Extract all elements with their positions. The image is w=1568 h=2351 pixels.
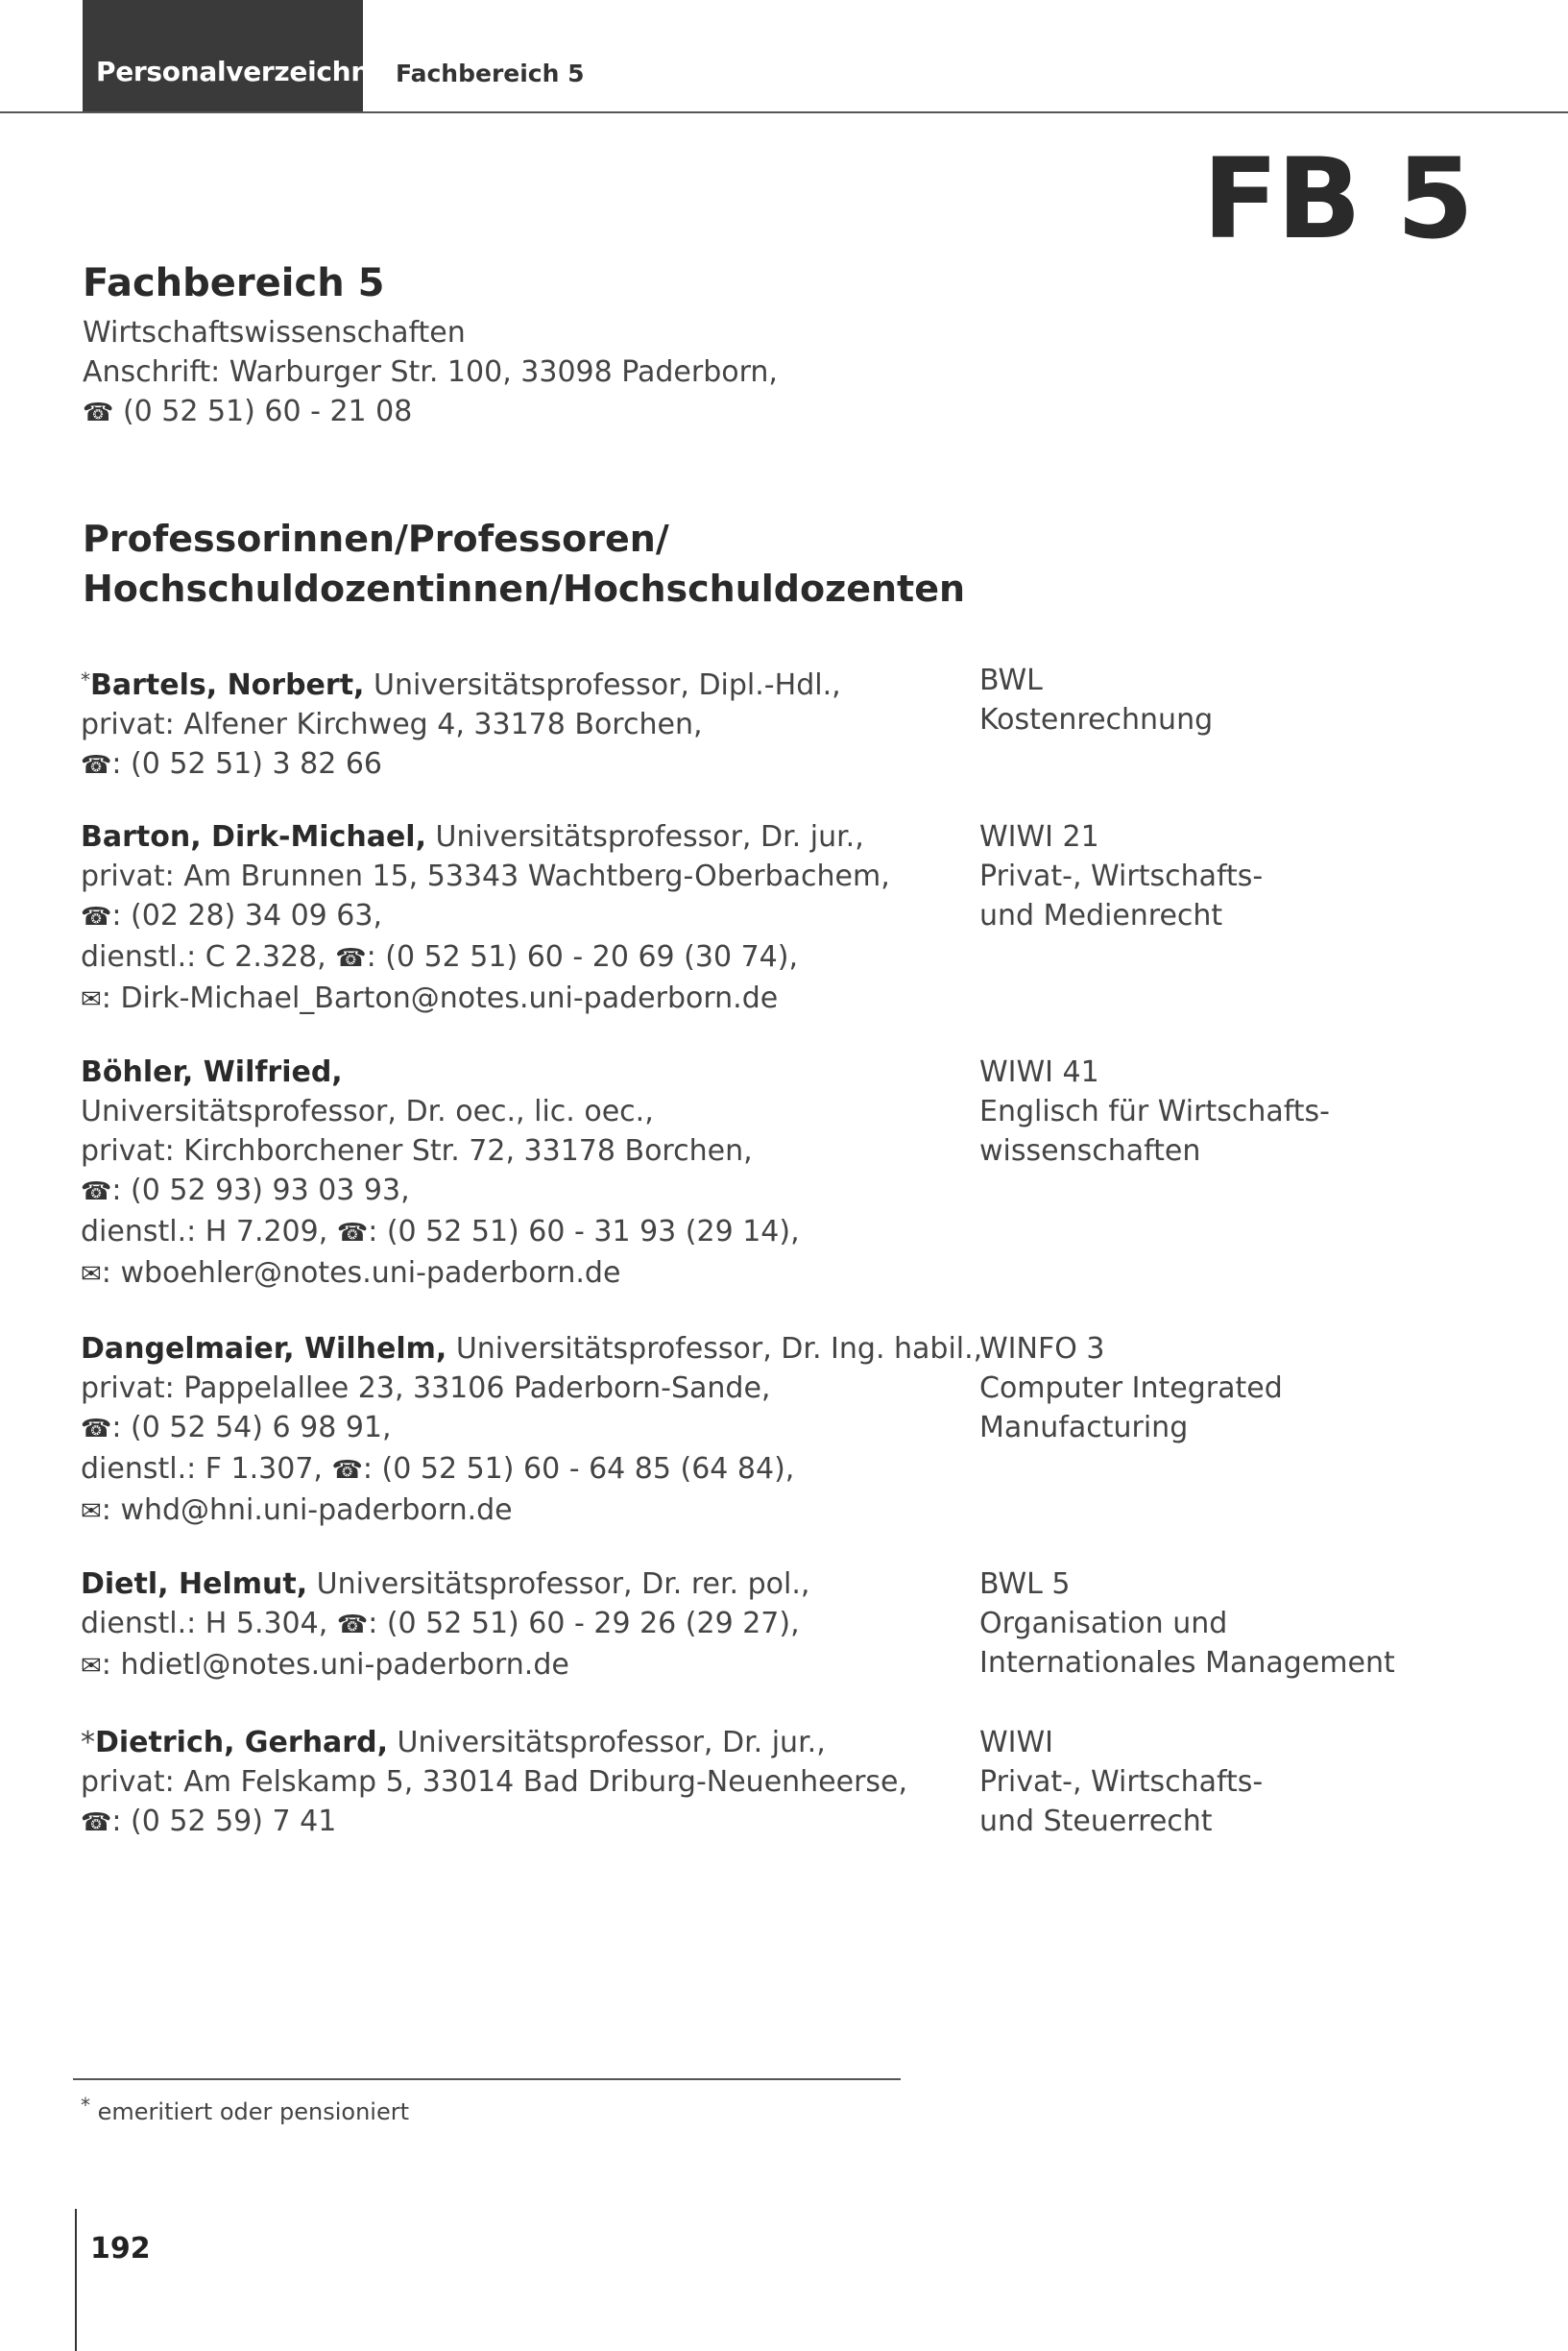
person-subject [979,817,1263,935]
email-icon: ✉ [81,1497,102,1526]
subject-name-cont: und Medienrecht [979,899,1223,933]
phone-icon: ☎ [81,903,112,932]
person-office: dienstl.: H 7.209, [81,1215,337,1248]
phone-icon: ☎ [81,1177,112,1206]
person-phone: : (0 52 59) 7 41 [111,1805,337,1838]
phone-icon: ☎ [336,1611,369,1639]
dept-address: Anschrift: Warburger Str. 100, 33098 Paderborn, [83,355,778,389]
person-name: Dangelmaier, Wilhelm, [81,1332,447,1366]
footnote-rule [73,2078,901,2080]
section-label: Fachbereich 5 [396,60,585,87]
person-email[interactable]: : wboehler@notes.uni-paderborn.de [101,1256,621,1290]
person-email[interactable]: : hdietl@notes.uni-paderborn.de [101,1648,569,1682]
person-entry [81,817,983,1020]
person-office: dienstl.: C 2.328, [81,940,336,974]
person-email[interactable]: : Dirk-Michael_Barton@notes.uni-paderborn.de [101,982,779,1015]
subject-code: BWL 5 [979,1567,1071,1601]
person-phone: : (02 28) 34 09 63, [111,899,382,933]
subject-code: WIWI 41 [979,1055,1099,1089]
subject-code: WINFO 3 [979,1332,1105,1366]
person-title: Universitätsprofessor, Dr. rer. pol., [307,1567,810,1601]
person-entry [81,1053,983,1295]
dept-info [83,313,778,433]
asterisk-marker: * [81,668,90,691]
person-subject [979,661,1213,739]
header-tab-label: Personalverzeichnis [96,56,395,87]
person-name: Barton, Dirk-Michael, [81,820,426,854]
dept-phone: (0 52 51) 60 - 21 08 [122,395,413,428]
fb-code: FB 5 [1202,134,1472,264]
subject-name: Privat-, Wirtschafts- [979,1765,1264,1799]
person-name: Bartels, Norbert, [90,668,365,702]
footnote [81,2094,409,2125]
person-private-address: privat: Am Felskamp 5, 33014 Bad Driburg-Neuenheerse, [81,1765,908,1799]
person-office: dienstl.: F 1.307, [81,1452,332,1486]
person-entry [81,1723,983,1843]
subject-name-cont: und Steuerrecht [979,1805,1213,1838]
subject-name: Privat-, Wirtschafts- [979,860,1264,893]
phone-icon: ☎ [331,1456,363,1485]
person-private-address: privat: Am Brunnen 15, 53343 Wachtberg-Oberbachem, [81,860,890,893]
footnote-text: emeritiert oder pensioniert [97,2098,410,2125]
person-subject [979,1723,1263,1841]
person-office-phone: : (0 52 51) 60 - 64 85 (64 84), [362,1452,795,1486]
person-entry [81,1329,983,1532]
dept-title: Fachbereich 5 [83,261,385,305]
subject-code: WIWI 21 [979,820,1099,854]
person-name: Dietrich, Gerhard, [95,1726,388,1759]
person-subject [979,1053,1330,1171]
subject-code: WIWI [979,1726,1054,1759]
phone-icon: ☎ [81,1808,112,1837]
subject-name-cont: Internationales Management [979,1646,1395,1680]
person-private-address: privat: Pappelallee 23, 33106 Paderborn-Sande, [81,1371,771,1405]
heading-line-2: Hochschuldozentinnen/Hochschuldozenten [83,568,966,610]
email-icon: ✉ [81,1260,102,1289]
phone-icon: ☎ [83,399,114,427]
person-phone: : (0 52 93) 93 03 93, [111,1174,410,1207]
person-entry [81,1564,983,1686]
person-name: Böhler, Wilfried, [81,1055,343,1089]
asterisk-marker: * [81,1726,95,1759]
phone-icon: ☎ [335,944,367,973]
asterisk-marker: * [81,2094,90,2117]
person-phone: : (0 52 54) 6 98 91, [111,1411,392,1444]
person-subject [979,1329,1283,1447]
subject-name-cont: wissenschaften [979,1134,1201,1168]
person-entry [81,661,983,786]
page-rule [75,2209,77,2351]
subject-name: Englisch für Wirtschafts- [979,1095,1331,1128]
person-title: Universitätsprofessor, Dipl.-Hdl., [364,668,841,702]
person-title: Universitätsprofessor, Dr. jur., [426,820,864,854]
phone-icon: ☎ [81,751,112,780]
person-office-phone: : (0 52 51) 60 - 20 69 (30 74), [366,940,799,974]
person-title: Universitätsprofessor, Dr. Ing. habil., [446,1332,983,1366]
person-office-phone: : (0 52 51) 60 - 29 26 (29 27), [368,1607,800,1640]
person-subject [979,1564,1395,1683]
section-heading [83,514,965,614]
person-email[interactable]: : whd@hni.uni-paderborn.de [101,1493,513,1527]
phone-icon: ☎ [336,1219,369,1248]
email-icon: ✉ [81,1652,102,1681]
subject-name-cont: Manufacturing [979,1411,1189,1444]
dept-name: Wirtschaftswissenschaften [83,316,466,350]
page-number: 192 [90,2232,151,2266]
subject-code: BWL [979,664,1043,697]
person-office-phone: : (0 52 51) 60 - 31 93 (29 14), [368,1215,800,1248]
person-phone: : (0 52 51) 3 82 66 [111,747,382,781]
phone-icon: ☎ [81,1415,112,1443]
person-private-address: privat: Alfener Kirchweg 4, 33178 Borchen, [81,708,703,741]
email-icon: ✉ [81,985,102,1014]
person-private-address: privat: Kirchborchener Str. 72, 33178 Borchen, [81,1134,753,1168]
header-tab [83,0,395,111]
person-name: Dietl, Helmut, [81,1567,308,1601]
subject-name: Kostenrechnung [979,703,1214,737]
person-title: Universitätsprofessor, Dr. jur., [387,1726,826,1759]
person-office: dienstl.: H 5.304, [81,1607,337,1640]
subject-name: Organisation und [979,1607,1228,1640]
heading-line-1: Professorinnen/Professoren/ [83,518,669,560]
subject-name: Computer Integrated [979,1371,1283,1405]
person-title: Universitätsprofessor, Dr. oec., lic. oec., [81,1095,654,1128]
header-rule [0,111,1568,113]
